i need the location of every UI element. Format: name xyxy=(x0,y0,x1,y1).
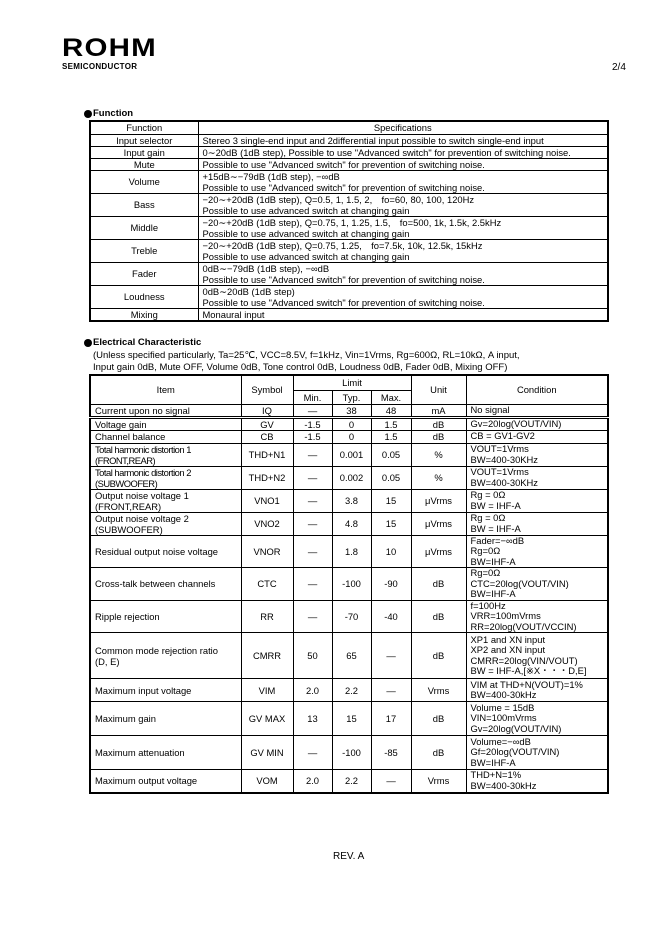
item-line: Residual output noise voltage xyxy=(95,545,219,557)
condition-line: Volume = 15dB xyxy=(470,701,535,713)
col-header-unit: Unit xyxy=(411,375,466,404)
condition-line: THD+N=1% xyxy=(470,769,522,781)
function-title: Function xyxy=(93,108,134,119)
cell-max: 15 xyxy=(371,489,411,512)
condition-line: Fader=−∞dB xyxy=(470,534,525,546)
condition-line: BW = IHF-A,[※X・・・D,E] xyxy=(470,665,587,676)
cell-min: — xyxy=(293,600,332,633)
cell-min: 50 xyxy=(293,633,332,679)
cell-max: — xyxy=(371,679,411,702)
table-row xyxy=(90,146,608,158)
function-name: Treble xyxy=(90,239,198,262)
function-name: Bass xyxy=(90,193,198,216)
item-line: Current upon no signal xyxy=(95,404,190,416)
table-row xyxy=(90,308,608,321)
item-line: (FRONT,REAR) xyxy=(95,500,162,512)
col-header-specifications: Specifications xyxy=(198,121,608,134)
cell-max: 15 xyxy=(371,512,411,535)
cell-typ: -100 xyxy=(332,736,371,770)
condition xyxy=(466,489,608,512)
item-line: Output noise voltage 2 xyxy=(95,512,189,524)
item-name xyxy=(90,633,241,679)
cell-typ: 15 xyxy=(332,702,371,736)
cell-min: -1.5 xyxy=(293,430,332,443)
condition-line: CMRR=20log(VIN/VOUT) xyxy=(470,654,578,666)
table-row xyxy=(90,489,608,512)
condition-line: CB = GV1-GV2 xyxy=(470,430,535,442)
condition xyxy=(466,430,608,443)
cell-max: 1.5 xyxy=(371,430,411,443)
item-name xyxy=(90,600,241,633)
condition-line: BW=400-30kHz xyxy=(470,779,537,791)
revision-footer: REV. A xyxy=(333,851,365,862)
condition-line: BW = IHF-A xyxy=(470,522,521,534)
cell-unit: dB xyxy=(411,736,466,770)
col-header-limit: Limit xyxy=(293,375,411,390)
cell-symbol: VNO1 xyxy=(241,489,293,512)
table-row xyxy=(90,466,608,489)
item-line: Voltage gain xyxy=(95,418,147,430)
cell-symbol: VNO2 xyxy=(241,512,293,535)
function-spec xyxy=(198,193,608,216)
spec-line: 0dB∼20dB (1dB step) xyxy=(202,285,295,297)
table-row xyxy=(90,535,608,568)
item-name xyxy=(90,404,241,417)
conditions-note-line2: Input gain 0dB, Mute OFF, Volume 0dB, Tone control 0dB, Loudness 0dB, Fader 0dB, Mixing OFF) xyxy=(93,362,508,373)
electrical-table xyxy=(89,374,609,794)
spec-line: −20∼+20dB (1dB step), Q=0.75, 1, 1.25, 1.5, fo=500, 1k, 1.5k, 2.5kHz xyxy=(202,216,502,228)
cell-max: 48 xyxy=(371,404,411,417)
item-line: Total harmonic distortion 1 xyxy=(95,443,191,455)
cell-unit: dB xyxy=(411,600,466,633)
condition xyxy=(466,512,608,535)
spec-line: 0∼20dB (1dB step), Possible to use "Advanced switch" for prevention of switching noise. xyxy=(202,146,571,158)
table-row xyxy=(90,216,608,239)
condition-line: BW=400-30KHz xyxy=(470,476,538,488)
cell-symbol: THD+N2 xyxy=(241,466,293,489)
item-line: Maximum attenuation xyxy=(95,747,185,758)
function-name: Mixing xyxy=(90,308,198,321)
cell-max: -40 xyxy=(371,600,411,633)
condition-line: Rg = 0Ω xyxy=(470,489,506,500)
table-row xyxy=(90,134,608,146)
condition xyxy=(466,404,608,417)
spec-line: 0dB∼−79dB (1dB step), −∞dB xyxy=(202,262,330,274)
cell-unit: dB xyxy=(411,417,466,430)
cell-max: 17 xyxy=(371,702,411,736)
spec-line: Possible to use advanced switch at changing gain xyxy=(202,227,410,239)
cell-unit: μVrms xyxy=(411,535,466,568)
item-line: Common mode rejection ratio xyxy=(95,644,218,656)
item-line: Total harmonic distortion 2 xyxy=(95,466,191,478)
condition xyxy=(466,417,608,430)
spec-line: Possible to use "Advanced switch" for prevention of switching noise. xyxy=(202,181,485,193)
bullet-icon xyxy=(84,110,92,118)
spec-line: Possible to use "Advanced switch" for prevention of switching noise. xyxy=(202,296,485,308)
condition-line: Rg = 0Ω xyxy=(470,512,506,523)
cell-min: — xyxy=(293,512,332,535)
item-line: (SUBWOOFER) xyxy=(95,477,158,489)
cell-max: -85 xyxy=(371,736,411,770)
col-header-typ: Typ. xyxy=(332,390,371,404)
condition-line: VOUT=1Vrms xyxy=(470,466,529,477)
spec-line: Possible to use advanced switch at changing gain xyxy=(202,204,410,216)
cell-typ: 0 xyxy=(332,430,371,443)
condition xyxy=(466,736,608,770)
cell-max: -90 xyxy=(371,568,411,601)
spec-line: −20∼+20dB (1dB step), Q=0.5, 1, 1.5, 2, fo=60, 80, 100, 120Hz xyxy=(202,193,475,205)
function-spec xyxy=(198,308,608,321)
function-spec xyxy=(198,239,608,262)
item-line: Maximum gain xyxy=(95,713,156,724)
function-spec xyxy=(198,146,608,158)
condition xyxy=(466,443,608,466)
cell-symbol: VIM xyxy=(241,679,293,702)
cell-symbol: VOM xyxy=(241,770,293,793)
electrical-title: Electrical Characteristic xyxy=(93,337,202,348)
table-row xyxy=(90,736,608,770)
cell-min: — xyxy=(293,404,332,417)
cell-symbol: IQ xyxy=(241,404,293,417)
cell-typ: 0 xyxy=(332,417,371,430)
cell-unit: dB xyxy=(411,430,466,443)
cell-typ: 0.002 xyxy=(332,466,371,489)
cell-unit: dB xyxy=(411,633,466,679)
function-spec xyxy=(198,216,608,239)
condition-line: Gf=20log(VOUT/VIN) xyxy=(470,746,560,758)
item-name xyxy=(90,489,241,512)
cell-symbol: GV MIN xyxy=(241,736,293,770)
col-header-max: Max. xyxy=(371,390,411,404)
item-name xyxy=(90,736,241,770)
condition-line: CTC=20log(VOUT/VIN) xyxy=(470,577,569,589)
table-row xyxy=(90,404,608,417)
cell-unit: mA xyxy=(411,404,466,417)
conditions-note-line1: (Unless specified particularly, Ta=25℃, VCC=8.5V, f=1kHz, Vin=1Vrms, Rg=600Ω, RL=10kΩ, A input, xyxy=(93,350,520,361)
rohm-logo xyxy=(62,36,160,71)
cell-unit: dB xyxy=(411,568,466,601)
item-line: Cross-talk between channels xyxy=(95,578,216,590)
table-row xyxy=(90,512,608,535)
cell-symbol: CB xyxy=(241,430,293,443)
cell-min: — xyxy=(293,466,332,489)
col-header-function: Function xyxy=(90,121,198,134)
cell-unit: μVrms xyxy=(411,489,466,512)
cell-typ: 65 xyxy=(332,633,371,679)
condition-line: BW = IHF-A xyxy=(470,499,521,511)
function-spec xyxy=(198,262,608,285)
item-line: (SUBWOOFER) xyxy=(95,523,163,535)
item-line: Output noise voltage 1 xyxy=(95,489,189,501)
condition xyxy=(466,568,608,601)
item-name xyxy=(90,466,241,489)
cell-min: — xyxy=(293,443,332,466)
condition-line: VOUT=1Vrms xyxy=(470,443,529,454)
condition xyxy=(466,679,608,702)
table-row xyxy=(90,417,608,430)
table-row xyxy=(90,679,608,702)
item-line: (FRONT,REAR) xyxy=(95,454,156,466)
condition-line: Rg=0Ω xyxy=(470,567,501,578)
spec-line: Possible to use advanced switch at changing gain xyxy=(202,250,410,262)
table-row xyxy=(90,430,608,443)
condition-line: RR=20log(VOUT/VCCIN) xyxy=(470,620,577,632)
condition-line: No signal xyxy=(470,403,510,415)
function-name: Volume xyxy=(90,170,198,193)
function-name: Mute xyxy=(90,158,198,170)
page-number: 2/4 xyxy=(612,62,626,73)
condition-line: BW=IHF-A xyxy=(470,588,516,599)
function-heading xyxy=(84,108,133,119)
function-name: Fader xyxy=(90,262,198,285)
cell-typ: 38 xyxy=(332,404,371,417)
condition xyxy=(466,466,608,489)
logo-main: ROHM xyxy=(62,34,157,62)
cell-max: 0.05 xyxy=(371,466,411,489)
function-name: Input gain xyxy=(90,146,198,158)
condition xyxy=(466,702,608,736)
cell-max: 0.05 xyxy=(371,443,411,466)
cell-symbol: VNOR xyxy=(241,535,293,568)
table-row xyxy=(90,285,608,308)
condition-line: f=100Hz xyxy=(470,599,506,611)
condition-line: BW=400-30KHz xyxy=(470,453,538,465)
cell-unit: Vrms xyxy=(411,679,466,702)
cell-symbol: CTC xyxy=(241,568,293,601)
condition-line: BW=IHF-A xyxy=(470,555,516,567)
cell-min: — xyxy=(293,489,332,512)
spec-line: +15dB∼−79dB (1dB step), −∞dB xyxy=(202,170,340,182)
table-row xyxy=(90,600,608,633)
cell-max: 1.5 xyxy=(371,417,411,430)
table-row xyxy=(90,443,608,466)
condition-line: BW=400-30kHz xyxy=(470,689,537,700)
condition-line: VIN=100mVrms xyxy=(470,712,537,724)
spec-line: Stereo 3 single-end input and 2differential input possible to switch single-end input xyxy=(202,134,544,146)
cell-symbol: CMRR xyxy=(241,633,293,679)
table-row xyxy=(90,170,608,193)
function-spec xyxy=(198,170,608,193)
function-name: Input selector xyxy=(90,134,198,146)
bullet-icon xyxy=(84,339,92,347)
electrical-heading xyxy=(84,337,201,348)
item-name xyxy=(90,417,241,430)
function-name: Loudness xyxy=(90,285,198,308)
cell-min: 2.0 xyxy=(293,679,332,702)
cell-min: — xyxy=(293,535,332,568)
cell-typ: 3.8 xyxy=(332,489,371,512)
condition xyxy=(466,535,608,568)
cell-max: — xyxy=(371,633,411,679)
function-name: Middle xyxy=(90,216,198,239)
item-name xyxy=(90,430,241,443)
item-name xyxy=(90,568,241,601)
col-header-item: Item xyxy=(90,375,241,404)
cell-symbol: GV xyxy=(241,417,293,430)
cell-typ: 1.8 xyxy=(332,535,371,568)
table-row xyxy=(90,239,608,262)
item-name xyxy=(90,770,241,793)
cell-min: -1.5 xyxy=(293,417,332,430)
cell-unit: dB xyxy=(411,702,466,736)
item-name xyxy=(90,535,241,568)
table-row xyxy=(90,702,608,736)
table-row xyxy=(90,262,608,285)
condition-line: Volume=−∞dB xyxy=(470,735,531,747)
item-name xyxy=(90,679,241,702)
cell-max: 10 xyxy=(371,535,411,568)
condition xyxy=(466,633,608,679)
condition xyxy=(466,770,608,793)
cell-typ: -100 xyxy=(332,568,371,601)
cell-typ: -70 xyxy=(332,600,371,633)
function-spec xyxy=(198,285,608,308)
table-row xyxy=(90,568,608,601)
condition-line: BW=IHF-A xyxy=(470,756,516,768)
item-name xyxy=(90,512,241,535)
cell-unit: μVrms xyxy=(411,512,466,535)
cell-min: — xyxy=(293,736,332,770)
item-line: Maximum output voltage xyxy=(95,775,198,787)
item-name xyxy=(90,702,241,736)
table-row xyxy=(90,633,608,679)
item-line: Channel balance xyxy=(95,431,166,442)
condition xyxy=(466,600,608,633)
condition-line: Gv=20log(VOUT/VIN) xyxy=(470,417,562,429)
spec-line: Monaural input xyxy=(202,308,265,320)
item-name xyxy=(90,443,241,466)
cell-unit: % xyxy=(411,466,466,489)
col-header-symbol: Symbol xyxy=(241,375,293,404)
cell-unit: Vrms xyxy=(411,770,466,793)
col-header-condition: Condition xyxy=(466,375,608,404)
cell-typ: 4.8 xyxy=(332,512,371,535)
item-line: Ripple rejection xyxy=(95,610,160,622)
condition-line: VRR=100mVrms xyxy=(470,610,541,621)
function-table xyxy=(89,120,609,322)
cell-typ: 2.2 xyxy=(332,679,371,702)
function-spec xyxy=(198,134,608,146)
cell-typ: 0.001 xyxy=(332,443,371,466)
cell-typ: 2.2 xyxy=(332,770,371,793)
item-line: Maximum input voltage xyxy=(95,684,192,696)
col-header-min: Min. xyxy=(293,390,332,404)
cell-min: 2.0 xyxy=(293,770,332,793)
condition-line: XP2 and XN input xyxy=(470,644,546,655)
item-line: (D, E) xyxy=(95,655,120,667)
table-row xyxy=(90,770,608,793)
condition-line: VIM at THD+N(VOUT)=1% xyxy=(470,678,583,690)
cell-symbol: THD+N1 xyxy=(241,443,293,466)
cell-symbol: RR xyxy=(241,600,293,633)
condition-line: Rg=0Ω xyxy=(470,545,501,556)
spec-line: −20∼+20dB (1dB step), Q=0.75, 1.25, fo=7.5k, 10k, 12.5k, 15kHz xyxy=(202,239,483,251)
cell-min: — xyxy=(293,568,332,601)
spec-line: Possible to use "Advanced switch" for prevention of switching noise. xyxy=(202,273,485,285)
cell-min: 13 xyxy=(293,702,332,736)
condition-line: Gv=20log(VOUT/VIN) xyxy=(470,722,562,734)
cell-unit: % xyxy=(411,443,466,466)
cell-symbol: GV MAX xyxy=(241,702,293,736)
condition-line: XP1 and XN input xyxy=(470,633,546,645)
spec-line: Possible to use "Advanced switch" for prevention of switching noise. xyxy=(202,158,485,170)
function-spec xyxy=(198,158,608,170)
cell-max: — xyxy=(371,770,411,793)
table-row xyxy=(90,193,608,216)
table-row xyxy=(90,158,608,170)
logo-sub: SEMICONDUCTOR xyxy=(62,62,138,71)
